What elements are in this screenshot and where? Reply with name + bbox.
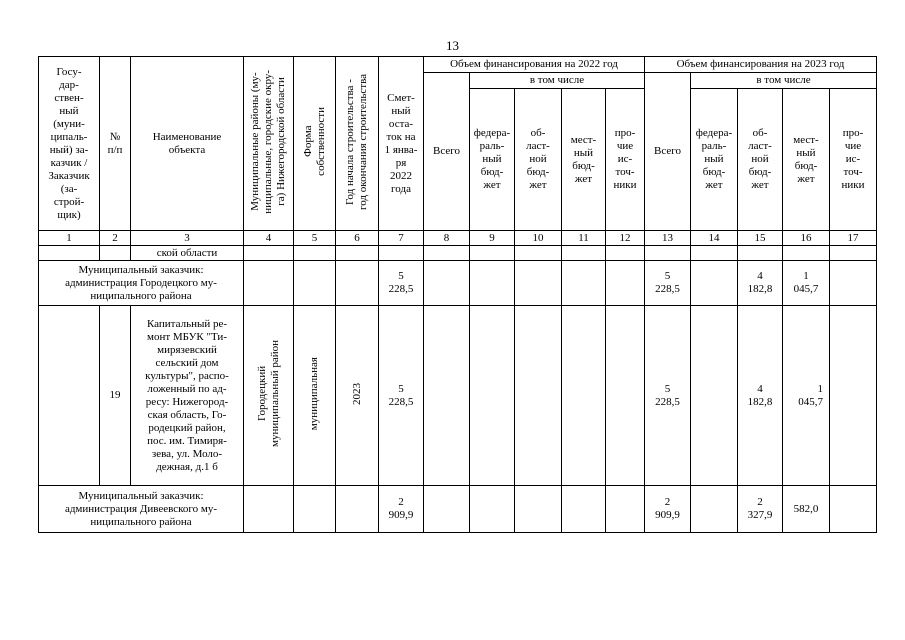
column-number: 5	[294, 231, 336, 246]
column-number: 16	[783, 231, 830, 246]
object-name: Капитальный ре- монт МБУК "Ти- мирязевский сельский дом культуры", распо- ложенный по ад- ресу: Нижегород- ская область, Го- родецкий район, пос. им. Тимиря- зева, ул. Моло- дежная, д.1 б	[131, 306, 244, 486]
object-district: Городецкий муниципальный район	[244, 306, 294, 486]
column-number: 17	[830, 231, 877, 246]
header-ownership: Форма собственности	[294, 57, 336, 231]
header-regional-2023: об- ласт- ной бюд- жет	[738, 89, 783, 231]
object-ownership: муниципальная	[294, 306, 336, 486]
column-number: 15	[738, 231, 783, 246]
column-number: 12	[606, 231, 645, 246]
header-years: Год начала строительства - год окончания строительства	[336, 57, 379, 231]
estimate-value: 5 228,5	[379, 261, 424, 306]
column-number: 7	[379, 231, 424, 246]
header-other-2023: про- чие ис- точ- ники	[830, 89, 877, 231]
header-number: № п/п	[100, 57, 131, 231]
header-districts: Муниципальные районы (му- ниципальные, городские окру- га) Нижегородской области	[244, 57, 294, 231]
header-fin-2022: Объем финансирования на 2022 год	[424, 57, 645, 73]
regional-2023-value: 2 327,9	[738, 486, 783, 533]
header-regional-2022: об- ласт- ной бюд- жет	[515, 89, 562, 231]
column-number: 9	[470, 231, 515, 246]
total-2023-value: 5 228,5	[645, 261, 691, 306]
column-number: 4	[244, 231, 294, 246]
header-total-2022: Всего	[424, 73, 470, 231]
header-federal-2022: федера- раль- ный бюд- жет	[470, 89, 515, 231]
total-2023-value: 5 228,5	[645, 306, 691, 486]
customer-label: Муниципальный заказчик: администрация Городецкого му- ниципального района	[39, 261, 244, 306]
column-number: 1	[39, 231, 100, 246]
table-row	[39, 261, 877, 306]
column-number-row	[39, 231, 877, 246]
header-total-2023: Всего	[645, 73, 691, 231]
object-number: 19	[100, 306, 131, 486]
column-number: 3	[131, 231, 244, 246]
header-local-2023: мест- ный бюд- жет	[783, 89, 830, 231]
local-2023-value: 1 045,7	[783, 261, 830, 306]
header-customer: Госу- дар- ствен- ный (муни- ципаль- ный) за- казчик / Заказчик (за- строй- щик)	[39, 57, 100, 231]
customer-label: Муниципальный заказчик: администрация Дивеевского му- ниципального района	[39, 486, 244, 533]
column-number: 6	[336, 231, 379, 246]
header-estimate: Смет- ный оста- ток на 1 янва- ря 2022 года	[379, 57, 424, 231]
local-2023-value: 582,0	[783, 486, 830, 533]
table-row	[39, 486, 877, 533]
object-year: 2023	[336, 306, 379, 486]
header-other-2022: про- чие ис- точ- ники	[606, 89, 645, 231]
column-number: 2	[100, 231, 131, 246]
header-fin-2023: Объем финансирования на 2023 год	[645, 57, 877, 73]
page-number: 13	[446, 38, 459, 53]
column-number: 14	[691, 231, 738, 246]
column-number: 10	[515, 231, 562, 246]
header-local-2022: мест- ный бюд- жет	[562, 89, 606, 231]
estimate-value: 2 909,9	[379, 486, 424, 533]
continuation-text: ской области	[131, 246, 244, 261]
regional-2023-value: 4 182,8	[738, 306, 783, 486]
estimate-value: 5 228,5	[379, 306, 424, 486]
column-number: 11	[562, 231, 606, 246]
column-number: 8	[424, 231, 470, 246]
regional-2023-value: 4 182,8	[738, 261, 783, 306]
total-2023-value: 2 909,9	[645, 486, 691, 533]
header-including-2022: в том числе	[470, 73, 645, 89]
column-number: 13	[645, 231, 691, 246]
continuation-row	[39, 246, 877, 261]
header-object-name: Наименование объекта	[131, 57, 244, 231]
header-federal-2023: федера- раль- ный бюд- жет	[691, 89, 738, 231]
financing-table	[38, 56, 877, 533]
table-row	[39, 306, 877, 486]
header-including-2023: в том числе	[691, 73, 877, 89]
local-2023-value: 1 045,7	[783, 306, 830, 486]
